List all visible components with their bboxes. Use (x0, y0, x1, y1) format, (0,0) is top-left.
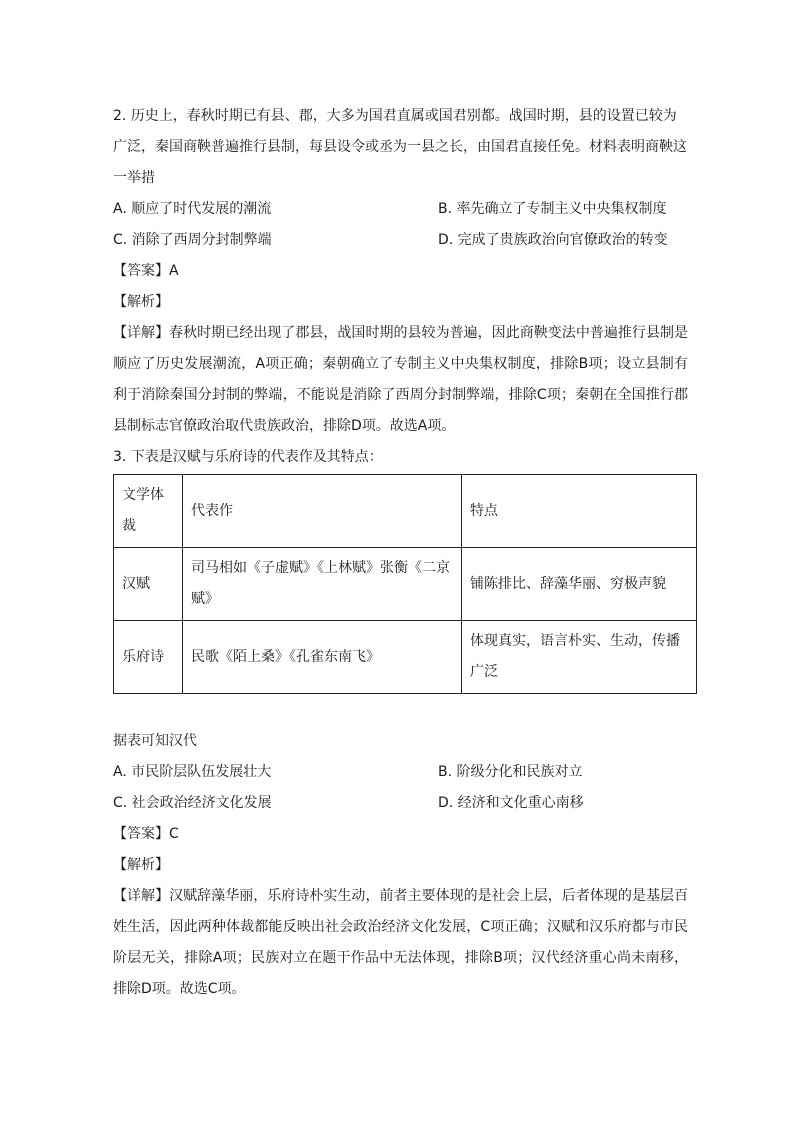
spacer (113, 694, 688, 726)
q3-option-a: A. 市民阶层队伍发展壮大 (113, 764, 272, 780)
table-cell-genre: 乐府诗 (114, 621, 183, 694)
table-cell-works: 民歌《陌上桑》《孔雀东南飞》 (183, 621, 462, 694)
q3-detail (113, 881, 688, 1005)
table-header-row (114, 475, 697, 548)
question-2-options (113, 194, 688, 256)
q2-option-d: D. 完成了贵族政治向官僚政治的转变 (438, 232, 668, 248)
q2-detail-label: 【详解】 (113, 325, 170, 341)
question-3-options (113, 757, 688, 819)
table-header-genre: 文学体裁 (114, 475, 183, 548)
literature-table (113, 474, 697, 694)
q3-detail-label: 【详解】 (113, 888, 170, 904)
q2-analysis-label: 【解析】 (113, 294, 169, 310)
q3-option-d: D. 经济和文化重心南移 (438, 795, 584, 811)
q3-analysis-label: 【解析】 (113, 857, 169, 873)
q3-detail-text: 汉赋辞藻华丽，乐府诗朴实生动，前者主要体现的是社会上层，后者体现的是基层百姓生活，因此两种体裁都能反映出社会政治经济文化发展，C项正确；汉赋和汉乐府都与市民阶层无关，排除A项；民族对立在题干作品中无法体现，排除B项；汉代经济重心尚未南移，排除D项。故选C项。 (113, 888, 689, 997)
q2-answer-label: 【答案】 (113, 263, 169, 279)
q3-answer-value: C (169, 826, 179, 842)
q3-answer-label: 【答案】 (113, 826, 169, 842)
table-header-features: 特点 (462, 475, 697, 548)
q2-option-a: A. 顺应了时代发展的潮流 (113, 201, 272, 217)
table-cell-genre: 汉赋 (114, 548, 183, 621)
q3-option-c: C. 社会政治经济文化发展 (113, 795, 272, 811)
question-3-stem: 3. 下表是汉赋与乐府诗的代表作及其特点： (113, 449, 383, 465)
table-cell-features: 体现真实，语言朴实、生动，传播广泛 (462, 621, 697, 694)
table-cell-works: 司马相如《子虚赋》《上林赋》张衡《二京赋》 (183, 548, 462, 621)
q2-option-c: C. 消除了西周分封制弊端 (113, 232, 272, 248)
q2-answer (113, 256, 688, 287)
table-cell-features: 铺陈排比、辞藻华丽、穷极声貌 (462, 548, 697, 621)
q2-detail (113, 318, 688, 442)
q3-option-b: B. 阶级分化和民族对立 (438, 764, 583, 780)
table-header-works: 代表作 (183, 475, 462, 548)
document-content (113, 101, 688, 1005)
q2-detail-text: 春秋时期已经出现了郡县，战国时期的县较为普遍，因此商鞅变法中普遍推行县制是顺应了历史发展潮流，A项正确；秦朝确立了专制主义中央集权制度，排除B项；设立县制有利于消除秦国分封制的弊端，不能说是消除了西周分封制弊端，排除C项；秦朝在全国推行郡县制标志官僚政治取代贵族政治，排除D项。故选A项。 (113, 325, 689, 434)
q2-option-b: B. 率先确立了专制主义中央集权制度 (438, 201, 667, 217)
q2-answer-value: A (169, 263, 179, 279)
question-2-stem: 2. 历史上，春秋时期已有县、郡，大多为国君直属或国君别都。战国时期，县的设置已较为广泛，秦国商鞅普遍推行县制，每县设令或丞为一县之长，由国君直接任免。材料表明商鞅这一举措 (113, 108, 687, 186)
table-row (114, 621, 697, 694)
table-row (114, 548, 697, 621)
q3-answer (113, 819, 688, 850)
question-3-lead: 据表可知汉代 (113, 733, 197, 749)
